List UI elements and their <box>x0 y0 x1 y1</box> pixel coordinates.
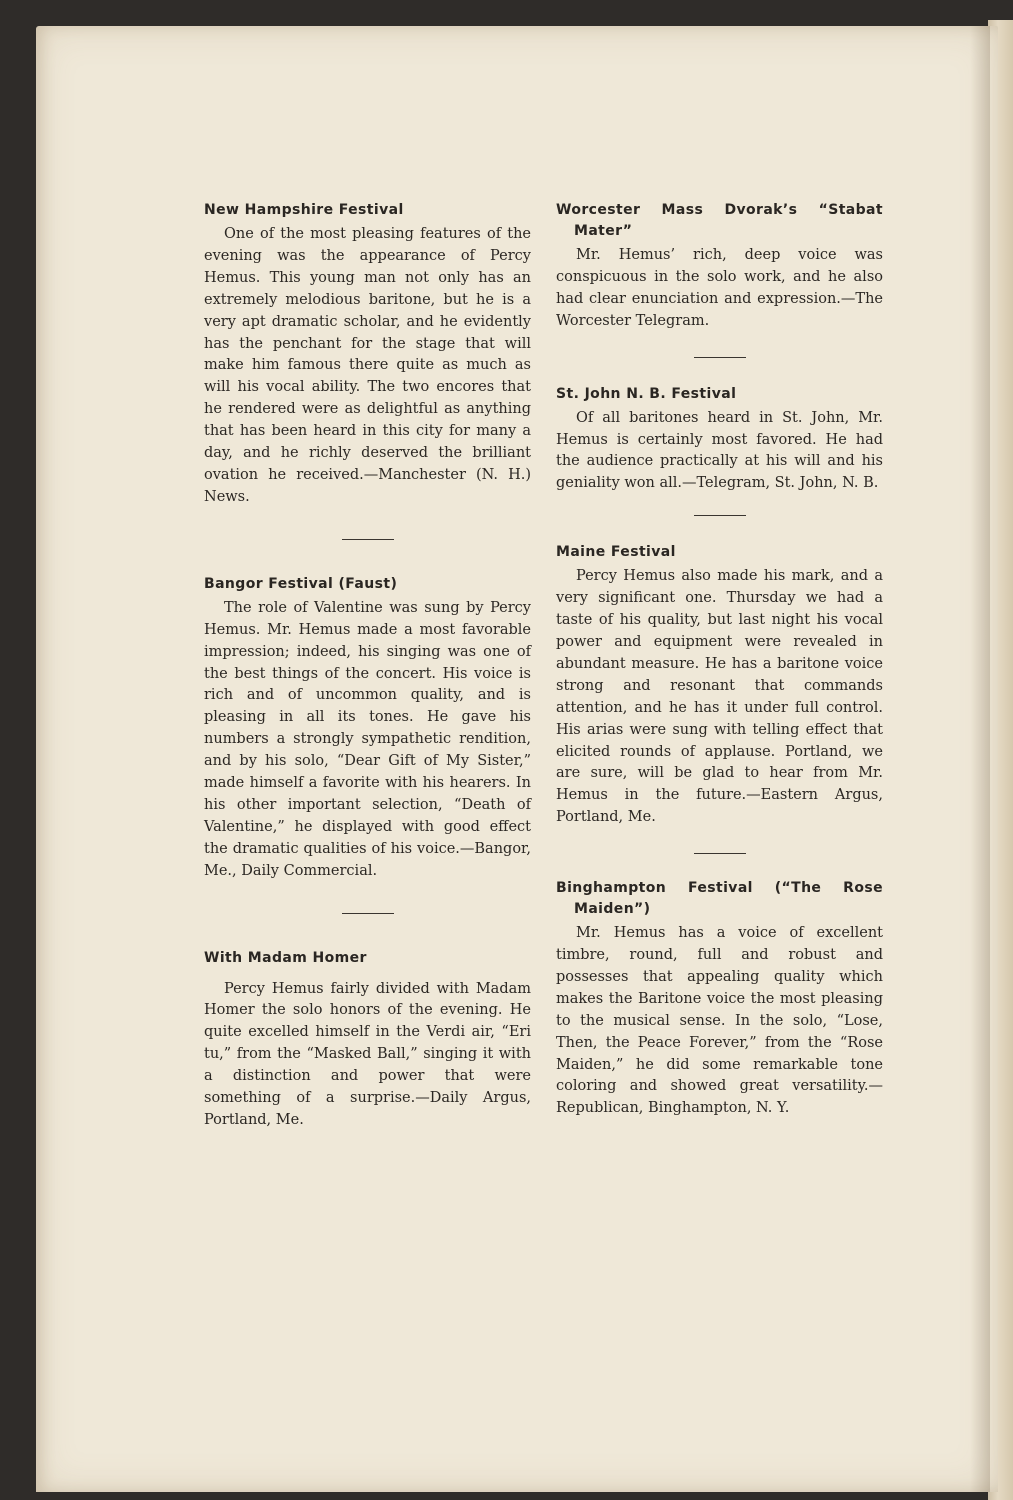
left-column <box>204 200 531 1132</box>
review-st-john <box>556 384 883 496</box>
section-heading: Maine Festival <box>556 544 676 561</box>
review-text: Percy Hemus fairly divided with Madam Homer the solo honors of the evening. He quite excelled himself in the Verdi air, “Eri tu,” from the “Masked Ball,” singing it with a distinction and power that were something of a surprise.—Daily Argus, Portland, Me. <box>204 980 531 1128</box>
section-heading: New Hampshire Festival <box>204 202 404 218</box>
review-binghampton <box>556 878 883 1120</box>
review-new-hampshire <box>204 200 531 509</box>
section-heading: Bangor Festival (Faust) <box>204 575 398 592</box>
section-heading: Binghampton Festival (“The Rose Maiden”) <box>556 880 883 918</box>
section-heading: St. John N. B. Festival <box>556 385 737 402</box>
review-bangor <box>204 574 531 883</box>
review-maine <box>556 542 883 829</box>
review-text: The role of Valentine was sung by Percy Hemus. Mr. Hemus made a most favorable impression; indeed, his singing was one of the best things of the concert. His voice is rich and of uncommon quality, and is pleasing in all its tones. He gave his numbers a strongly sympathetic rendition, and by his solo, “Dear Gift of My Sister,” made himself a favorite with his hearers. In his other important selection, “Death of Valentine,” he displayed with good effect the dramatic qualities of his voice.—Bangor, Me., Daily Commercial. <box>204 599 531 879</box>
review-text: Percy Hemus also made his mark, and a very significant one. Thursday we had a taste of his quality, but last night his vocal power and equipment were revealed in abundant measure. He has a baritone voice strong and resonant that commands attention, and he has it under full control. His arias were sung with telling effect that elicited rounds of applause. Portland, we are sure, will be glad to hear from Mr. Hemus in the future.—Eastern Argus, Portland, Me. <box>556 568 883 826</box>
review-text: One of the most pleasing features of the evening was the appearance of Percy Hemus. This young man not only has an extremely melodious baritone, but he is a very apt dramatic scholar, and he evidently has the penchant for the stage that will make him famous there quite as much as will his vocal ability. The two encores that he rendered were as delightful as anything that has been heard in this city for many a day, and he richly deserved the brilliant ovation he received.—Manchester (N. H.) News. <box>204 226 531 505</box>
review-text: Mr. Hemus’ rich, deep voice was conspicuous in the solo work, and he also had clear enunciation and expression.—The Worcester Telegram. <box>556 247 883 329</box>
section-heading: With Madam Homer <box>204 949 367 966</box>
review-worcester <box>556 200 883 333</box>
right-column <box>556 200 883 1120</box>
spine-shadow <box>970 26 990 1492</box>
section-heading: Worcester Mass Dvorak’s “Stabat Mater” <box>556 202 883 239</box>
review-text: Mr. Hemus has a voice of excellent timbre, round, full and robust and possesses that appealing quality which makes the Baritone voice the most pleasing to the musical sense. In the solo, “Lose, Then, the Peace Forever,” from the “Rose Maiden,” he did some remarkable tone coloring and showed great versatility.—Republican, Binghampton, N. Y. <box>556 925 883 1117</box>
review-text: Of all baritones heard in St. John, Mr. Hemus is certainly most favored. He had the audience practically at his will and his geniality won all.—Telegram, St. John, N. B. <box>556 409 883 492</box>
review-madam-homer <box>204 948 531 1132</box>
